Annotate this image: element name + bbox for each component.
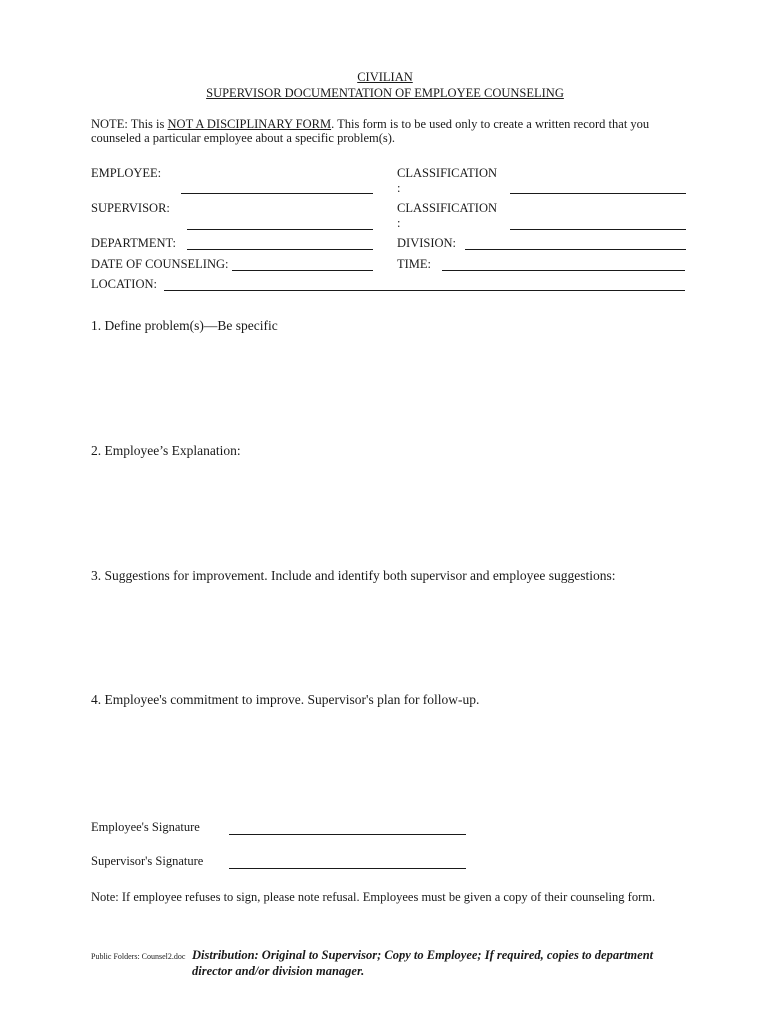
supervisor-label: SUPERVISOR: <box>91 201 170 215</box>
section-commitment: 4. Employee's commitment to improve. Supervisor's plan for follow-up. <box>91 692 480 707</box>
classification-colon-1: : <box>397 181 401 195</box>
distribution-line1: Distribution: Original to Supervisor; Copy to Employee; If required, copies to department <box>192 948 654 962</box>
file-path-label: Public Folders: Counsel2.doc <box>91 952 186 961</box>
note-bottom: Note: If employee refuses to sign, please note refusal. Employees must be given a copy of their counseling form. <box>91 890 656 904</box>
classification-label-2: CLASSIFICATION <box>397 201 498 215</box>
time-label: TIME: <box>397 257 432 271</box>
department-field[interactable] <box>187 249 373 250</box>
employee-classification-field[interactable] <box>510 193 686 194</box>
supervisor-signature-field[interactable] <box>229 868 466 869</box>
note-top-line2: counseled a particular employee about a specific problem(s). <box>91 131 396 145</box>
distribution-line2: director and/or division manager. <box>192 964 365 978</box>
employee-signature-field[interactable] <box>229 834 466 835</box>
note-top-line1 <box>91 117 649 132</box>
note-suffix: . This form is to be used only to create a written record that you <box>331 117 650 131</box>
form-title-line1: CIVILIAN <box>357 70 413 84</box>
time-field[interactable] <box>442 270 685 271</box>
section-define-problem: 1. Define problem(s)—Be specific <box>91 318 278 333</box>
date-of-counseling-label: DATE OF COUNSELING: <box>91 257 229 271</box>
employee-field[interactable] <box>181 193 373 194</box>
supervisor-field[interactable] <box>187 229 373 230</box>
division-field[interactable] <box>465 249 686 250</box>
location-field[interactable] <box>164 290 685 291</box>
employee-label: EMPLOYEE: <box>91 166 162 180</box>
employee-signature-label: Employee's Signature <box>91 820 200 834</box>
supervisor-classification-field[interactable] <box>510 229 686 230</box>
note-prefix: NOTE: This is <box>91 117 168 131</box>
division-label: DIVISION: <box>397 236 457 250</box>
section-employee-explanation: 2. Employee’s Explanation: <box>91 443 241 458</box>
classification-label-1: CLASSIFICATION <box>397 166 498 180</box>
supervisor-signature-label: Supervisor's Signature <box>91 854 204 868</box>
department-label: DEPARTMENT: <box>91 236 176 250</box>
location-label: LOCATION: <box>91 277 157 291</box>
classification-colon-2: : <box>397 216 401 230</box>
date-of-counseling-field[interactable] <box>232 270 373 271</box>
section-suggestions: 3. Suggestions for improvement. Include and identify both supervisor and employee suggestions: <box>91 568 616 583</box>
note-underlined: NOT A DISCIPLINARY FORM <box>167 117 332 131</box>
form-title-line2: SUPERVISOR DOCUMENTATION OF EMPLOYEE COUNSELING <box>206 86 564 100</box>
